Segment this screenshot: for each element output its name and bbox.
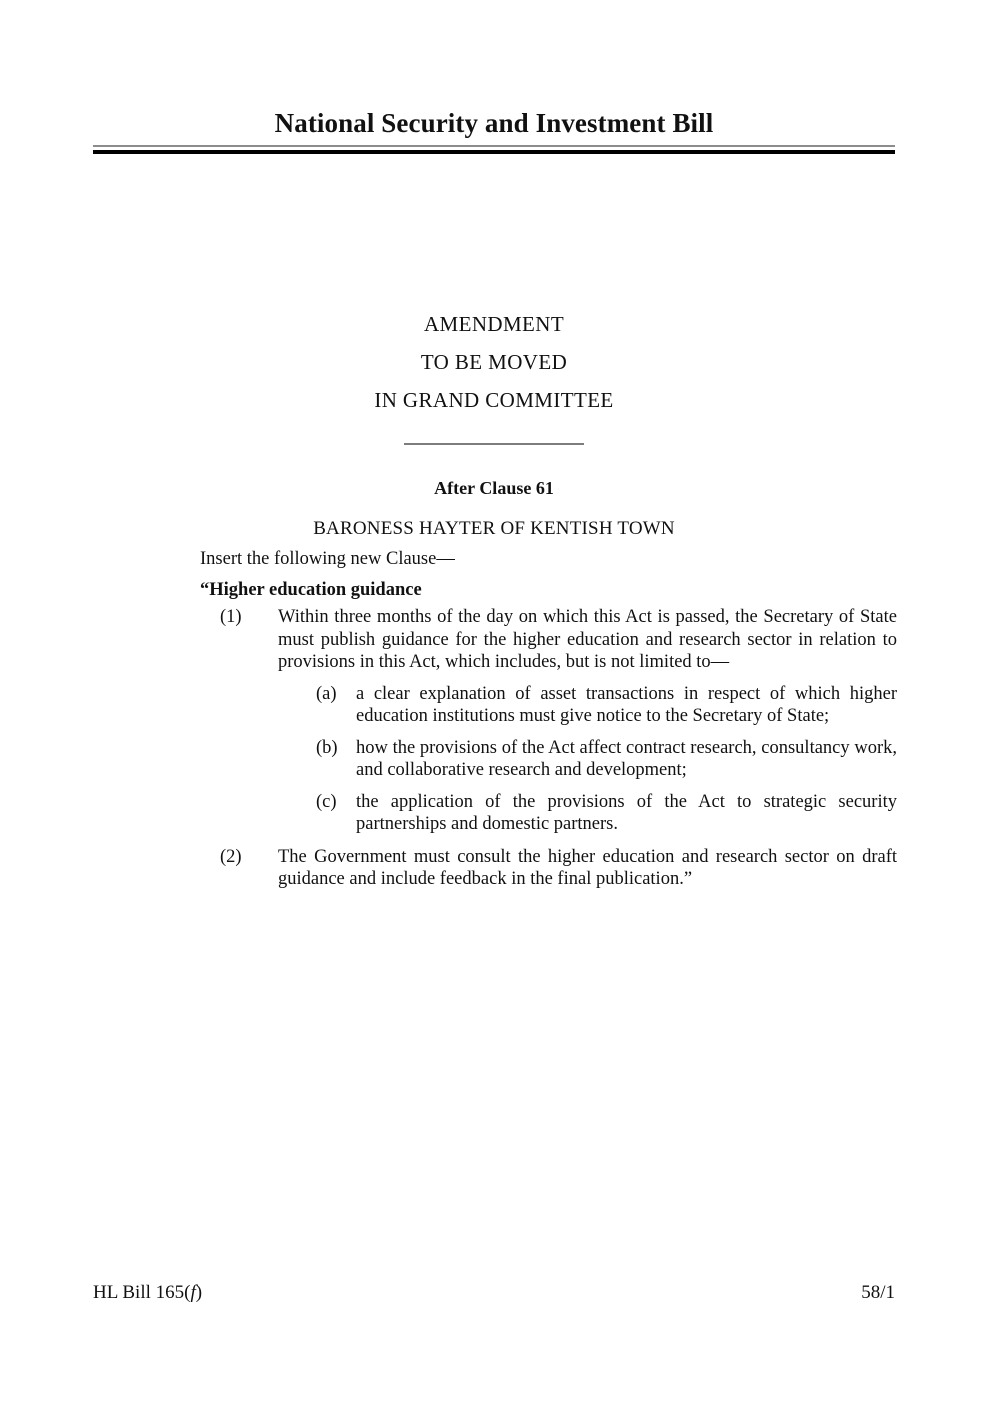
amendment-line-in-grand-committee: IN GRAND COMMITTEE — [374, 388, 614, 412]
subparagraph-item — [316, 683, 897, 728]
header-double-rule — [93, 145, 895, 154]
clause-heading: After Clause 61 — [434, 478, 554, 498]
amendment-line-to-be-moved: TO BE MOVED — [420, 350, 568, 374]
subparagraph-item — [316, 791, 897, 836]
page-reference: 58/1 — [861, 1282, 895, 1303]
paragraph-item — [220, 606, 897, 836]
subparagraph-marker: (b) — [316, 737, 338, 758]
subparagraph-text: a clear explanation of asset transactions in respect of which higher education institutions must give notice to the Secretary of State; — [356, 683, 897, 726]
paragraph-marker: (1) — [220, 607, 242, 627]
bill-reference-prefix: HL Bill 165( — [93, 1282, 191, 1303]
paragraph-marker: (2) — [220, 846, 242, 867]
numbered-paragraph-list — [200, 606, 897, 891]
new-clause-heading: “Higher education guidance — [200, 579, 422, 600]
paragraph-text: The Government must consult the higher education and research sector on draft guidance and include feedback in the final publication.” — [278, 846, 897, 889]
document-title: National Security and Investment Bill — [274, 108, 714, 138]
bill-reference-suffix: ) — [195, 1282, 203, 1303]
subparagraph-text: the application of the provisions of the Act to strategic security partnerships and domestic partners. — [356, 791, 897, 834]
divider-rule — [404, 443, 584, 445]
amendment-body — [200, 548, 897, 891]
paragraph-text: Within three months of the day on which this Act is passed, the Secretary of State must publish guidance for the higher education and research sector in relation to provisions in this Act, which includes, but is not limited to— — [278, 607, 897, 672]
lead-in-text: Insert the following new Clause— — [200, 549, 455, 569]
bill-reference-letter: f — [190, 1282, 196, 1303]
subparagraph-marker: (c) — [316, 791, 337, 812]
subparagraph-marker: (a) — [316, 683, 337, 704]
sponsor-name: BARONESS HAYTER OF KENTISH TOWN — [313, 518, 675, 539]
section-divider — [93, 435, 895, 453]
header-rule-thick — [93, 150, 895, 154]
subparagraph-text: how the provisions of the Act affect contract research, consultancy work, and collaborative research and development; — [356, 737, 897, 780]
bill-reference — [93, 1281, 202, 1305]
subparagraph-item — [316, 737, 897, 782]
page-footer — [93, 1281, 895, 1305]
lettered-subparagraph-list — [278, 683, 897, 836]
paragraph-item — [220, 846, 897, 891]
amendment-heading-block — [93, 305, 895, 419]
amendment-line-amendment: AMENDMENT — [423, 312, 565, 336]
